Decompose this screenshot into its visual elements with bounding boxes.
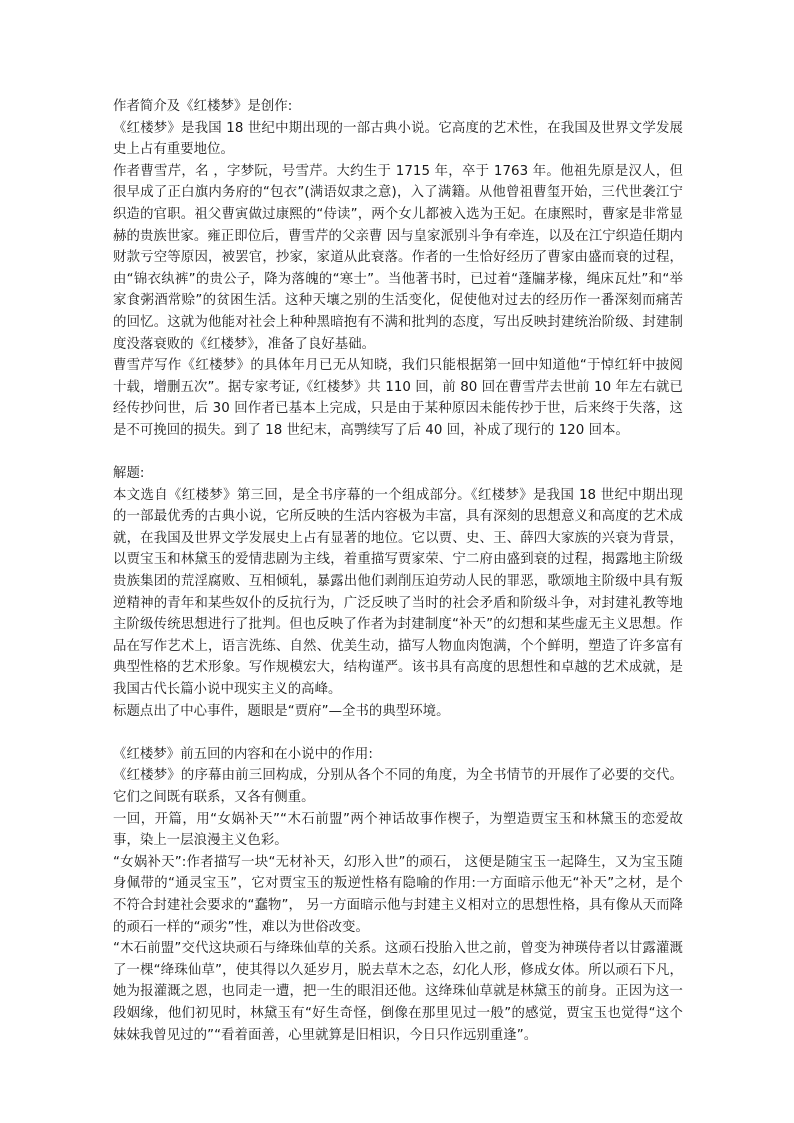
- intro-paragraph-2: 作者曹雪芹，名 ，字梦阮，号雪芹。大约生于 1715 年，卒于 1763 年。他祖先原是汉人，但很早成了正白旗内务府的“包衣”(满语奴隶之意)，入了满籍。从他曾祖曹玺开始，三代世袭江宁织造的官职。祖父曹寅做过康熙的“侍读”，两个女儿都被入选为王妃。在康熙时，曹家是非常显赫的贵族世家。雍正即位后，曹雪芹的父亲曹 因与皇家派别斗争有牵连，以及在江宁织造任期内财款亏空等原因，被罢官，抄家，家道从此衰落。作者的一生恰好经历了曹家由盛而衰的过程，由“锦衣纨裤”的贵公子，降为落魄的“寒士”。当他著书时，已过着“蓬牖茅椽，绳床瓦灶”和“举家食粥酒常赊”的贫困生活。这种天壤之别的生活变化，促使他对过去的经历作一番深刻而痛苦的回忆。这就为他能对社会上种种黑暗抱有不满和批判的态度，写出反映封建统治阶级、封建制度没落衰败的《红楼梦》，准备了良好基础。: [113, 163, 683, 352]
- intro-heading: 作者简介及《红楼梦》是创作:: [113, 99, 293, 114]
- jieti-heading: 解题:: [113, 466, 145, 482]
- qianwuhui-paragraph-2: 一回，开篇，用“女娲补天”“木石前盟”两个神话故事作楔子，为塑造贾宝玉和林黛玉的恋爱故事，染上一层浪漫主义色彩。: [113, 811, 683, 849]
- qianwuhui-paragraph-4: “木石前盟”交代这块顽石与绛珠仙草的关系。这顽石投胎入世之前，曾变为神瑛侍者以甘露灌溉了一棵“绛珠仙草”，使其得以久延岁月，脱去草木之态，幻化人形，修成女体。所以顽石下凡，她为报灌溉之恩，也同走一遭，把一生的眼泪还他。这绛珠仙草就是林黛玉的前身。正因为这一段姻缘，他们初见时，林黛玉有“好生奇怪，倒像在那里见过一般”的感觉，贾宝玉也觉得“这个妹妹我曾见过的”“看着面善，心里就算是旧相识，今日只作远别重逢”。: [113, 941, 683, 1043]
- qianwuhui-heading: 《红楼梦》前五回的内容和在小说中的作用:: [113, 746, 373, 762]
- document-page: [113, 96, 683, 1046]
- qianwuhui-paragraph-1: 《红楼梦》的序幕由前三回构成，分别从各个不同的角度，为全书情节的开展作了必要的交代。它们之间既有联系，又各有侧重。: [113, 768, 683, 805]
- section-spacer: [113, 722, 683, 744]
- intro-paragraph-1: 《红楼梦》是我国 18 世纪中期出现的一部古典小说。它高度的艺术性，在我国及世界文学发展史上占有重要地位。: [113, 120, 683, 158]
- intro-paragraph-3: 曹雪芹写作《红楼梦》的具体年月已无从知晓，我们只能根据第一回中知道他“于悼红轩中披阅十载，增删五次”。据专家考证,《红楼梦》共 110 回，前 80 回在曹雪芹去世前 10 年左右就已经传抄问世，后 30 回作者已基本上完成，只是由于某种原因未能传抄于世，后来终于失落，这是不可挽回的损失。到了 18 世纪末，高鹗续写了后 40 回，补成了现行的 120 回本。: [113, 358, 683, 438]
- jieti-paragraph-1: 本文选自《红楼梦》第三回，是全书序幕的一个组成部分。《红楼梦》是我国 18 世纪中期出现的一部最优秀的古典小说，它所反映的生活内容极为丰富，具有深刻的思想意义和高度的艺术成就，在我国及世界文学发展史上占有显著的地位。它以贾、史、王、薛四大家族的兴衰为背景，以贾宝玉和林黛玉的爱情悲剧为主线，着重描写贾家荣、宁二府由盛到衰的过程，揭露地主阶级贵族集团的荒淫腐败、互相倾轧，暴露出他们剥削压迫劳动人民的罪恶，歌颂地主阶级中具有叛逆精神的青年和某些奴仆的反抗行为，广泛反映了当时的社会矛盾和阶级斗争，对封建礼教等地主阶级传统思想进行了批判。但也反映了作者为封建制度“补天”的幻想和某些虚无主义思想。作品在写作艺术上，语言洗练、自然、优美生动，描写人物血肉饱满，个个鲜明，塑造了许多富有典型性格的艺术形象。写作规模宏大，结构谨严。该书具有高度的思想性和卓越的艺术成就，是我国古代长篇小说中现实主义的高峰。: [113, 487, 683, 698]
- jieti-paragraph-2: 标题点出了中心事件，题眼是“贾府”—全书的典型环境。: [113, 703, 450, 719]
- section-spacer: [113, 442, 683, 464]
- qianwuhui-paragraph-3: “女娲补天”:作者描写一块“无材补天，幻形入世”的顽石， 这便是随宝玉一起降生，又为宝玉随身佩带的“通灵宝玉”，它对贾宝玉的叛逆性格有隐喻的作用:一方面暗示他无“补天”之材，是个不符合封建社会要求的“蠢物”， 另一方面暗示他与封建主义相对立的思想性格，具有像从天而降的顽石一样的“顽劣”性，难以为世俗改变。: [113, 854, 683, 935]
